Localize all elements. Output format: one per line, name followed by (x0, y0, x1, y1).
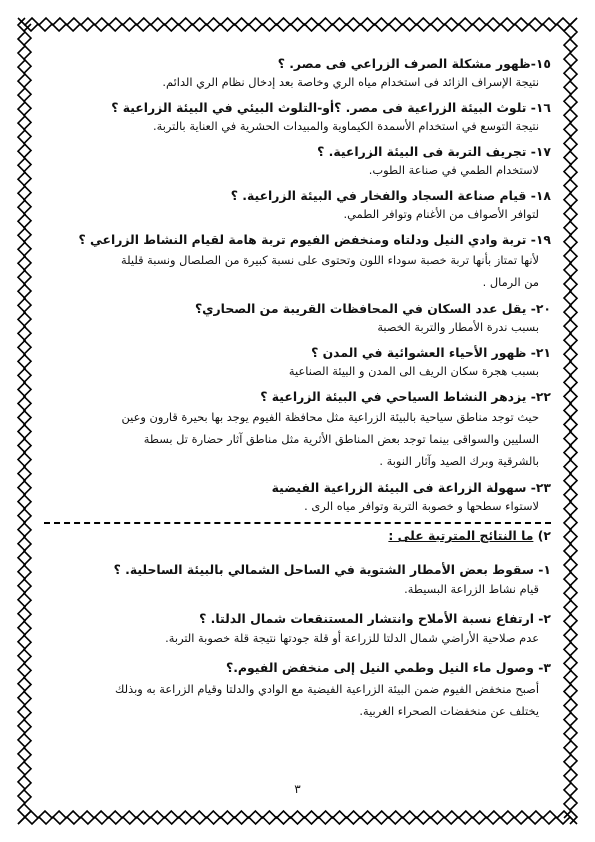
question-text: ٢٠- يقل عدد السكان في المحافظات القريبة من الصحاري؟ (194, 301, 551, 316)
answer-line: من الرمال . (482, 275, 539, 289)
section-divider (44, 522, 551, 524)
answer-text (44, 318, 551, 337)
section-results-title (44, 526, 551, 546)
question-item (44, 478, 551, 516)
answer-line: لتوافر الأصواف من الأغنام وتوافر الطمي. (343, 207, 539, 221)
border-zigzag (18, 18, 577, 25)
question-item (44, 230, 551, 293)
question-text: ٢١- ظهور الأحياء العشوائية في المدن ؟ (311, 345, 551, 360)
answer-text (44, 497, 551, 516)
answer-line: عدم صلاحية الأراضي شمال الدلتا للزراعة أو قلة جودتها نتيجة قلة خصوبة التربة. (165, 631, 539, 645)
border-zigzag (18, 18, 25, 824)
question-text: ١٦- تلوث البيئة الزراعية فى مصر. ؟أو-التلوث البيئي في البيئة الزراعية ؟ (111, 100, 551, 115)
border-zigzag (570, 18, 577, 824)
answer-line: بسبب ندرة الأمطار والتربة الخصبة (377, 320, 539, 334)
question-item (44, 299, 551, 337)
page-number: ٣ (294, 782, 301, 796)
question-item (44, 658, 551, 722)
section-causes (44, 54, 551, 516)
section-results (44, 560, 551, 722)
answer-text (44, 678, 551, 722)
question-item (44, 186, 551, 224)
question-item (44, 343, 551, 381)
answer-line: أصبح منخفض الفيوم ضمن البيئة الزراعية الفيضية مع الوادي والدلتا وقيام الزراعة به وبذلك (115, 682, 539, 696)
answer-text (44, 73, 551, 92)
answer-line: قيام نشاط الزراعة البسيطة. (404, 582, 539, 596)
answer-text (44, 205, 551, 224)
question-text: ٢٣- سهولة الزراعة فى البيئة الزراعية الفيضية (271, 480, 551, 495)
answer-line: نتيجة التوسع في استخدام الأسمدة الكيماوية والمبيدات الحشرية في العناية بالتربة. (152, 119, 539, 133)
question-text: ١٧- تجريف التربة فى البيئة الزراعية. ؟ (317, 144, 551, 159)
answer-line: لاستواء سطحها و خصوبة التربة وتوافر مياه الرى . (304, 499, 539, 513)
answer-line: حيث توجد مناطق سياحية بالبيئة الزراعية مثل محافظة الفيوم يوجد بها بحيرة قارون وعين (121, 410, 539, 424)
answer-text (44, 580, 551, 599)
answer-text (44, 406, 551, 472)
answer-text (44, 161, 551, 180)
section-results-number: ٢) (537, 528, 551, 543)
question-text: ١- سقوط بعض الأمطار الشتوية في الساحل الشمالي بالبيئة الساحلية. ؟ (113, 562, 551, 577)
answer-line: السليين والسواقى بينما توجد بعض المناطق الأثرية مثل مناطق آثار حضارة تل بسطة (143, 432, 539, 446)
question-text: ٣- وصول ماء النيل وطمي النيل إلى منخفض الفيوم.؟ (226, 660, 551, 675)
worksheet-content (44, 54, 551, 732)
answer-line: بسبب هجرة سكان الريف الى المدن و البيئة الصناعية (288, 364, 539, 378)
border-zigzag (24, 811, 571, 818)
question-item (44, 98, 551, 136)
border-zigzag (24, 24, 571, 31)
answer-line: نتيجة الإسراف الزائد فى استخدام مياه الري وخاصة بعد إدخال نظام الري الدائم. (162, 75, 539, 89)
question-text: ١٩- تربة وادي النيل ودلتاه ومنخفض الفيوم تربة هامة لقيام النشاط الزراعي ؟ (78, 232, 551, 247)
question-text: ١٥-ظهور مشكلة الصرف الزراعي فى مصر. ؟ (277, 56, 551, 71)
question-item (44, 609, 551, 648)
answer-text (44, 117, 551, 136)
answer-line: بالشرقية وبرك الصيد وآثار النوبة . (379, 454, 539, 468)
question-item (44, 387, 551, 472)
question-item (44, 560, 551, 599)
question-item (44, 142, 551, 180)
answer-text (44, 629, 551, 648)
answer-line: لأنها تمتاز بأنها تربة خصبة سوداء اللون وتحتوى على نسبة كبيرة من الصلصال ونسبة قليلة (121, 253, 539, 267)
border-zigzag (564, 24, 571, 818)
border-zigzag (18, 817, 577, 824)
border-zigzag (24, 24, 31, 818)
question-item (44, 54, 551, 92)
answer-text (44, 249, 551, 293)
answer-text (44, 362, 551, 381)
answer-line: لاستخدام الطمي في صناعة الطوب. (368, 163, 539, 177)
question-text: ٢٢- يزدهر النشاط السياحي في البيئة الزراعية ؟ (260, 389, 551, 404)
question-text: ١٨- قيام صناعة السجاد والفخار في البيئة الزراعية. ؟ (230, 188, 551, 203)
section-results-heading: ما النتائج المترتبة على : (388, 528, 534, 543)
answer-line: يختلف عن منخفضات الصحراء الغربية. (359, 704, 539, 718)
question-text: ٢- ارتفاع نسبة الأملاح وانتشار المستنقعات شمال الدلتا. ؟ (199, 611, 551, 626)
